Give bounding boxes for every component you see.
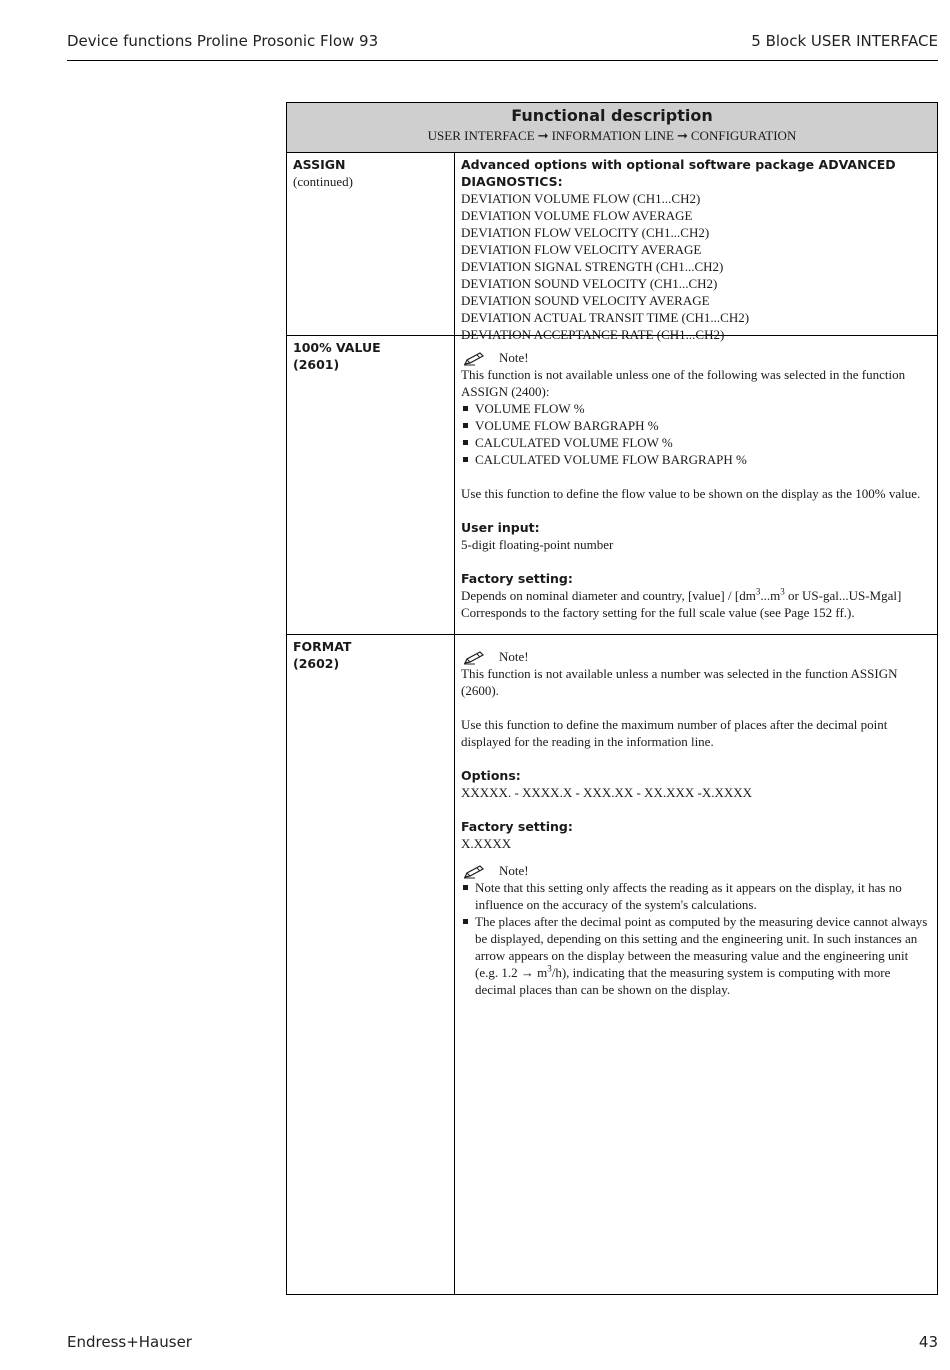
function-code: (2601) [293, 357, 340, 372]
function-cell [287, 153, 455, 335]
factory-setting-label: Factory setting: [461, 571, 573, 586]
function-name: FORMAT [293, 639, 352, 654]
page-header [67, 30, 938, 61]
note-text: This function is not available unless one of the following was selected in the function [461, 367, 906, 382]
options-label: Options: [461, 768, 521, 783]
functional-description-table [286, 102, 938, 1295]
page-footer [67, 1333, 938, 1351]
option-item: DEVIATION SIGNAL STRENGTH (CH1...CH2) [461, 259, 724, 274]
path-segment-2: INFORMATION LINE [551, 128, 674, 143]
note-pencil-icon [463, 651, 487, 665]
factory-setting-label: Factory setting: [461, 819, 573, 834]
factory-setting-value: X.XXXX [461, 836, 512, 851]
option-item: DEVIATION SOUND VELOCITY AVERAGE [461, 293, 710, 308]
list-item: Note that this setting only affects the reading as it appears on the display, it has no influence on the accuracy of the system's calculations. [461, 879, 931, 913]
description-cell [455, 635, 937, 1295]
advanced-options-heading: Advanced options with optional software package ADVANCED DIAGNOSTICS: [461, 157, 896, 189]
note-heading [461, 862, 931, 879]
function-description: displayed for the reading in the information line. [461, 734, 714, 749]
list-item: CALCULATED VOLUME FLOW % [461, 434, 931, 451]
user-input-value: 5-digit floating-point number [461, 537, 614, 552]
note-text: This function is not available unless a number was selected in the function ASSIGN [461, 666, 898, 681]
option-item: DEVIATION SOUND VELOCITY (CH1...CH2) [461, 276, 718, 291]
menu-path [287, 127, 937, 145]
note-label: Note! [499, 863, 529, 878]
function-name: 100% VALUE [293, 340, 381, 355]
option-item: DEVIATION ACCEPTANCE RATE (CH1...CH2) [461, 327, 725, 342]
note-text: ASSIGN (2400): [461, 384, 550, 399]
option-item: DEVIATION VOLUME FLOW AVERAGE [461, 208, 693, 223]
function-cell [287, 336, 455, 634]
options-value: XXXXX. - XXXX.X - XXX.XX - XX.XXX -X.XXXX [461, 785, 753, 800]
page-number: 43 [918, 1333, 938, 1351]
factory-setting-value: Depends on nominal diameter and country, [value] / [$dm^3...m^3$ or US-gal...US-Mgal] [461, 586, 902, 603]
factory-setting-note: Corresponds to the factory setting for the full scale value (see Page 152 ff.). [461, 605, 855, 620]
user-input-label: User input: [461, 520, 540, 535]
footer-brand: Endress+Hauser [67, 1333, 192, 1351]
note-pencil-icon [463, 352, 487, 366]
function-description: Use this function to define the maximum number of places after the decimal point [461, 717, 888, 732]
note-heading [461, 648, 931, 665]
function-description: Use this function to define the flow value to be shown on the display as the 100% value. [461, 486, 921, 501]
list-item: VOLUME FLOW BARGRAPH % [461, 417, 931, 434]
option-item: DEVIATION FLOW VELOCITY (CH1...CH2) [461, 225, 710, 240]
description-cell [455, 336, 937, 634]
function-code: (2602) [293, 656, 340, 671]
path-arrow-icon: ➞ [676, 129, 688, 144]
option-item: DEVIATION ACTUAL TRANSIT TIME (CH1...CH2) [461, 310, 750, 325]
header-section-title: 5 Block USER INTERFACE [751, 32, 938, 50]
list-item: CALCULATED VOLUME FLOW BARGRAPH % [461, 451, 931, 468]
function-cell [287, 635, 455, 1295]
note-heading [461, 349, 931, 366]
path-segment-1: USER INTERFACE [427, 128, 535, 143]
note-label: Note! [499, 350, 529, 365]
option-item: DEVIATION FLOW VELOCITY AVERAGE [461, 242, 702, 257]
table-header [287, 103, 937, 153]
option-item: DEVIATION VOLUME FLOW (CH1...CH2) [461, 191, 701, 206]
table-title: Functional description [511, 106, 713, 125]
function-continued: (continued) [293, 174, 353, 189]
note-text: (2600). [461, 683, 499, 698]
description-cell [455, 153, 937, 342]
table-row-assign [287, 153, 937, 342]
list-item: The places after the decimal point as computed by the measuring device cannot always be displayed, depending on this setting and the engineering unit. In such instances an arrow appears on the display between the measuring value and the engineering unit (e.g. $1.2 \to m^3/h$), indicating that the measuring system is computing with more decimal places than can be shown on the display. [461, 913, 931, 998]
note-bullet-list [461, 879, 931, 998]
selection-list [461, 400, 931, 468]
path-arrow-icon: ➞ [537, 129, 549, 144]
header-document-title: Device functions Proline Prosonic Flow 93 [67, 32, 379, 50]
function-name: ASSIGN [293, 157, 346, 172]
table-row-100-value [287, 336, 937, 635]
path-segment-3: CONFIGURATION [690, 128, 797, 143]
note-pencil-icon [463, 865, 487, 879]
list-item: VOLUME FLOW % [461, 400, 931, 417]
note-label: Note! [499, 649, 529, 664]
table-row-format [287, 635, 937, 1295]
